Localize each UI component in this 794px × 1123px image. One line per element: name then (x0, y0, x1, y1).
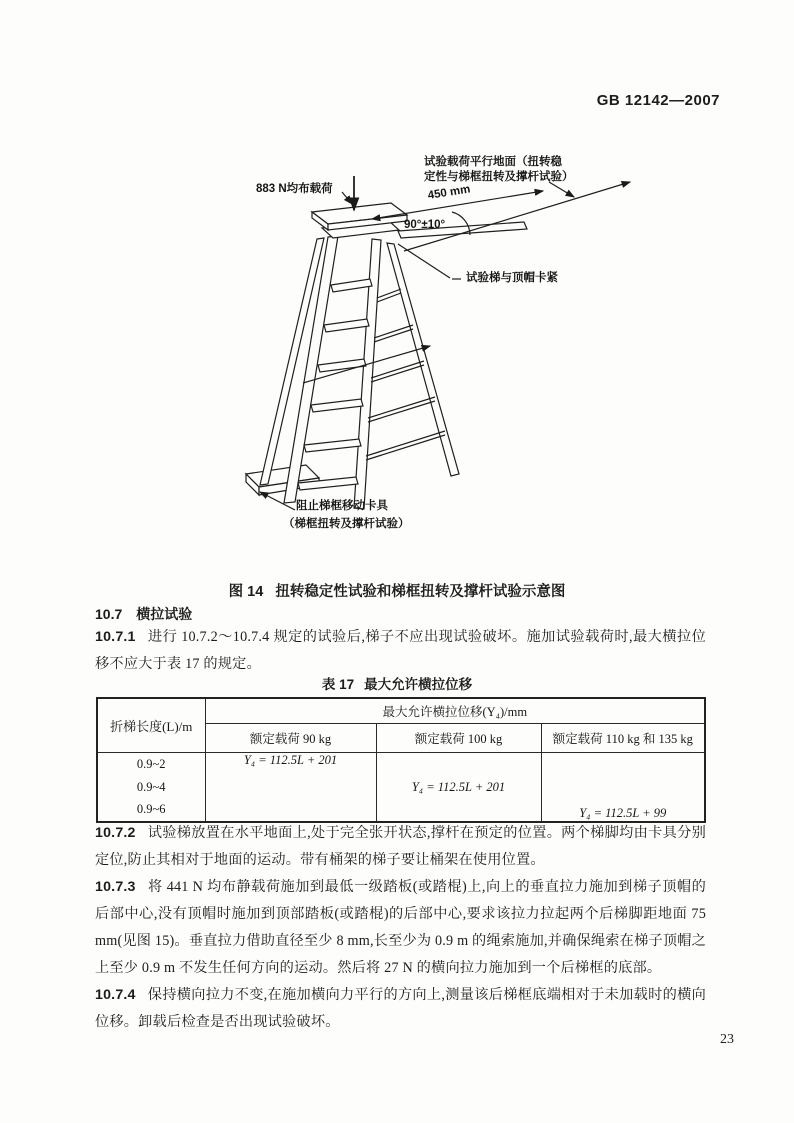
top-platform (312, 203, 407, 238)
section-title: 横拉试验 (136, 606, 193, 622)
figure-caption-text: 扭转稳定性试验和梯框扭转及撑杆试验示意图 (275, 584, 566, 600)
label-load-parallel: 试验载荷平行地面（扭转稳 定性与梯框扭转及撑杆试验） (424, 156, 574, 183)
label-450mm: 450 mm (426, 183, 472, 202)
figure-caption-label: 图 14 (228, 584, 264, 600)
figure-14-diagram (0, 140, 794, 590)
formula-110-135kg: Y₄ = 112.5L + 99 (541, 753, 705, 823)
section-number: 10.7 (95, 606, 123, 622)
length-range: 0.9~2 (136, 757, 166, 772)
paragraph-10-7-2 (95, 820, 706, 874)
clause-number: 10.7.2 (95, 825, 136, 841)
paragraph-10-7-3 (95, 874, 706, 982)
clause-number: 10.7.1 (95, 629, 136, 645)
paragraph-10-7-4 (95, 982, 706, 1036)
ladder-length-ranges (97, 753, 205, 823)
figure-caption (0, 580, 794, 601)
clause-text: 将 441 N 均布静载荷施加到最低一级踏板(或踏棍)上,向上的垂直拉力施加到梯子顶帽的后部中心,没有顶帽时施加到顶部踏板(或踏棍)的后部中心,要求该拉力拉起两个后梯脚距地面 75 mm(见图 15)。垂直拉力借助直径至少 8 mm,长至少为 0.9 m 的绳索施加,并确保绳索在梯子顶帽之上至少 0.9 m 不发生任何方向的运动。然后将 27 N 的横向拉力施加到一个后梯框的底部。 (95, 879, 707, 976)
standard-code: GB 12142—2007 (596, 92, 720, 109)
col-header-max-displacement: 最大允许横拉位移(Y₄)/mm (205, 698, 705, 724)
col-header-ladder-length: 折梯长度(L)/m (97, 698, 205, 753)
clause-text: 保持横向拉力不变,在施加横向力平行的方向上,测量该后梯框底端相对于未加载时的横向位移。卸载后检查是否出现试验破坏。 (95, 987, 706, 1030)
table-17-title (0, 673, 794, 693)
label-bottom-clamp-1: 阻止梯框移动卡具 (296, 500, 388, 512)
top-clamp-leader (398, 244, 450, 278)
rear-rungs (366, 289, 445, 460)
label-bottom-clamp-2: （梯框扭转及撑杆试验） (283, 518, 410, 530)
page-number: 23 (720, 1032, 734, 1047)
label-883n-load: 883 N均布载荷 (256, 183, 333, 195)
ladder-rails (260, 236, 459, 509)
formula-100kg: Y₄ = 112.5L + 201 (376, 753, 541, 823)
clamp-block (246, 465, 319, 495)
paragraph-10-7-1 (95, 624, 706, 678)
length-range: 0.9~6 (136, 802, 166, 817)
col-header-load-90kg: 额定载荷 90 kg (205, 724, 376, 753)
length-range: 0.9~4 (136, 779, 166, 794)
table-title-label: 表 17 (321, 677, 355, 692)
col-header-load-110-135kg: 额定载荷 110 kg 和 135 kg (541, 724, 705, 753)
clause-text: 进行 10.7.2～10.7.4 规定的试验后,梯子不应出现试验破坏。施加试验载荷时,最大横拉位移不应大于表 17 的规定。 (95, 629, 706, 672)
formula-90kg: Y₄ = 112.5L + 201 (205, 753, 376, 823)
table-body-row (97, 753, 705, 823)
section-heading-10-7 (95, 604, 192, 624)
table-17 (96, 697, 706, 823)
clause-number: 10.7.4 (95, 987, 136, 1003)
label-angle: 90°±10° (404, 219, 446, 231)
load-label-leader (342, 192, 352, 204)
col-header-load-100kg: 额定载荷 100 kg (376, 724, 541, 753)
clause-number: 10.7.3 (95, 879, 136, 895)
clause-text: 试验梯放置在水平地面上,处于完全张开状态,撑杆在预定的位置。两个梯脚均由卡具分别定位,防止其相对于地面的运动。带有桶架的梯子要让桶架在使用位置。 (95, 825, 706, 868)
table-header-row-1 (97, 698, 705, 724)
table-title-text: 最大允许横拉位移 (364, 677, 473, 692)
label-top-clamp: 试验梯与顶帽卡紧 (466, 272, 558, 284)
